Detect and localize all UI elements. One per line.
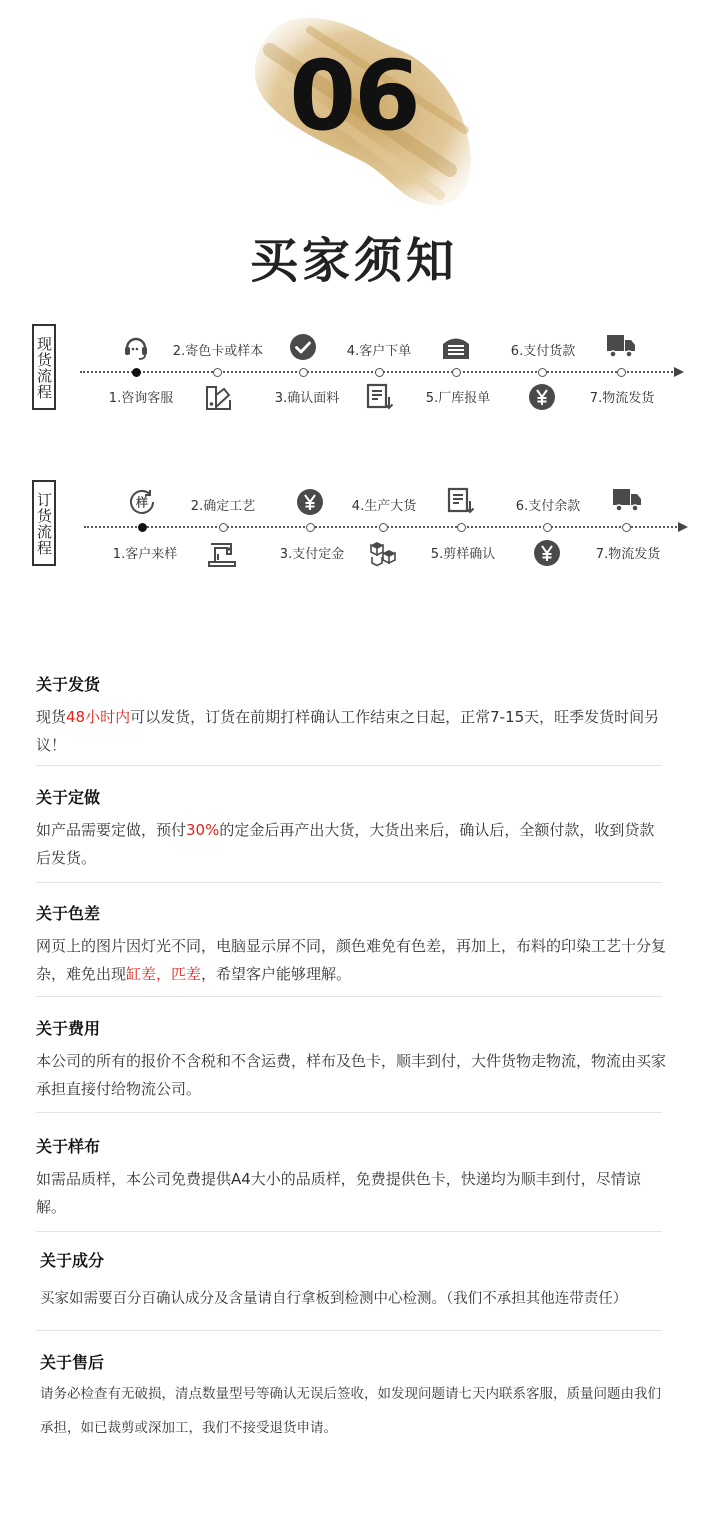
yen-icon (532, 538, 562, 568)
flow-node (219, 523, 228, 532)
document-icon (446, 486, 476, 516)
step-label: 2.确定工艺 (190, 499, 256, 514)
faq-text: 请务必检查有无破损，清点数量型号等确认无误后签收，如发现问题请七天内联系客服，质量问题由我们承担，如已裁剪或深加工，我们不接受退货申请。 (40, 1386, 661, 1436)
step-label: 1.咨询客服 (108, 391, 174, 406)
stock-flow-label: 现货流程 (32, 324, 56, 410)
divider (36, 765, 662, 766)
faq-text-part: ，希望客户能够理解。 (201, 965, 352, 983)
step-label: 4.生产大货 (351, 499, 417, 514)
step-label: 4.客户下单 (346, 344, 412, 359)
faq-text: 买家如需要百分百确认成分及含量请自行拿板到检测中心检测。（我们不承担其他连带责任） (40, 1291, 628, 1307)
flow-node (457, 523, 466, 532)
step-label: 3.确认面料 (274, 391, 340, 406)
faq-highlight: 30% (186, 821, 220, 839)
boxes-icon (368, 538, 398, 568)
faq-title: 关于费用 (36, 1019, 101, 1038)
faq-text-part: 可以发货，订货在前期打样确认工作结束之日起，正常7-15天，旺季发货时间另议！ (36, 708, 660, 754)
divider (36, 996, 662, 997)
faq-title: 关于发货 (36, 675, 101, 694)
faq-text (36, 932, 666, 988)
faq-shipping (36, 672, 666, 759)
step-label: 6.支付货款 (510, 344, 576, 359)
divider (36, 1112, 662, 1113)
divider (36, 1231, 662, 1232)
warehouse-icon (441, 332, 471, 362)
faq-text (36, 816, 666, 872)
faq-title: 关于样布 (36, 1137, 101, 1156)
step-label: 7.物流发货 (589, 391, 655, 406)
divider (36, 882, 662, 883)
flow-node (132, 368, 141, 377)
hero-section (0, 0, 708, 300)
flow-node (452, 368, 461, 377)
step-label: 5.剪样确认 (430, 547, 496, 562)
faq-title: 关于成分 (40, 1251, 105, 1270)
check-circle-icon (288, 332, 318, 362)
headset-icon (121, 332, 151, 362)
swatch-icon (203, 383, 233, 413)
page-title: 买家须知 (249, 233, 458, 289)
flow-node (375, 368, 384, 377)
flow-node (379, 523, 388, 532)
arrow-icon (674, 367, 684, 377)
faq-custom (36, 785, 666, 872)
step-label: 1.客户来样 (112, 547, 178, 562)
faq-text-part: 的定金后再产出大货，大货出来后，确认后，全额付款，收到贷款后发货。 (36, 821, 655, 867)
faq-composition (40, 1248, 670, 1313)
faq-text: 如需品质样，本公司免费提供A4大小的品质样，免费提供色卡，快递均为顺丰到付，尽情谅解。 (36, 1170, 641, 1216)
order-flow-label: 订货流程 (32, 480, 56, 566)
faq-text-part: 现货 (36, 708, 67, 726)
step-label: 6.支付余款 (515, 499, 581, 514)
step-label: 7.物流发货 (595, 547, 661, 562)
flow-node (543, 523, 552, 532)
faq-title: 关于售后 (40, 1353, 105, 1372)
flow-node (306, 523, 315, 532)
divider (36, 1330, 662, 1331)
step-label: 3.支付定金 (279, 547, 345, 562)
faq-fees (36, 1016, 666, 1103)
sample-icon (127, 487, 157, 517)
faq-title: 关于定做 (36, 788, 101, 807)
flow-node (299, 368, 308, 377)
yen-icon (527, 382, 557, 412)
flow-node (138, 523, 147, 532)
truck-icon (612, 484, 642, 514)
flow-node (538, 368, 547, 377)
faq-highlight: 48小时内 (66, 708, 131, 726)
faq-highlight: 缸差，匹差 (126, 965, 202, 983)
truck-icon (606, 330, 636, 360)
faq-sample (36, 1134, 666, 1221)
flow-node (617, 368, 626, 377)
yen-icon (295, 487, 325, 517)
order-flow (0, 476, 708, 616)
flow-node (213, 368, 222, 377)
document-icon (365, 382, 395, 412)
faq-text-part: 网页上的图片因灯光不同，电脑显示屏不同，颜色难免有色差，再加上，布料的印染工艺十分复杂，难免出现 (36, 937, 667, 983)
stock-flow (0, 320, 708, 460)
faq-text (36, 703, 666, 759)
step-label: 5.厂库报单 (425, 391, 491, 406)
faq-title: 关于色差 (36, 904, 101, 923)
sample-glyph: 样 (135, 495, 149, 510)
section-number: 06 (289, 40, 419, 152)
faq-text-part: 如产品需要定做，预付 (36, 821, 187, 839)
faq-text: 本公司的所有的报价不含税和不含运费，样布及色卡，顺丰到付，大件货物走物流，物流由买家承担直接付给物流公司。 (36, 1052, 667, 1098)
faq-color-diff (36, 901, 666, 988)
step-label: 2.寄色卡或样本 (172, 344, 264, 359)
faq-after-sales (40, 1350, 672, 1445)
sewing-machine-icon (207, 538, 237, 568)
flow-node (622, 523, 631, 532)
arrow-icon (678, 522, 688, 532)
